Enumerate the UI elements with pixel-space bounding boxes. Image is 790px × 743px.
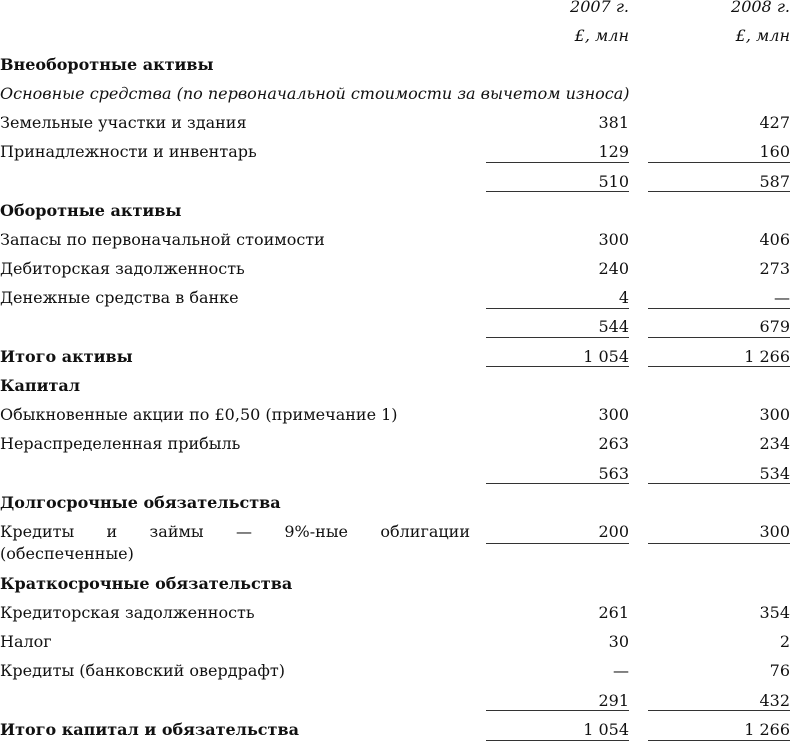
total-rule-line xyxy=(486,191,629,192)
value-2008: 234 xyxy=(759,434,790,453)
table-row xyxy=(0,112,790,134)
subtotal-row xyxy=(0,463,790,485)
value-2008: 300 xyxy=(759,522,790,541)
row-label: Запасы по первоначальной стоимости xyxy=(0,230,325,249)
value-2008: 406 xyxy=(759,230,790,249)
value-2007: 291 xyxy=(598,691,629,710)
table-row xyxy=(0,287,790,309)
row-label: Обыкновенные акции по £0,50 (примечание 1) xyxy=(0,405,398,424)
table-row xyxy=(0,660,790,682)
section-heading: Краткосрочные обязательства xyxy=(0,574,293,593)
unit-2008-header: £, млн xyxy=(735,26,790,45)
value-2007: 381 xyxy=(598,113,629,132)
total-rule-line xyxy=(486,366,629,367)
total-rule-line xyxy=(648,162,790,163)
table-row xyxy=(0,346,790,368)
table-row xyxy=(0,433,790,455)
total-rule-line xyxy=(648,308,790,309)
value-2008: 76 xyxy=(769,661,790,680)
value-2008: 354 xyxy=(759,603,790,622)
table-row xyxy=(0,54,790,76)
total-rule-line xyxy=(486,162,629,163)
value-2008: 587 xyxy=(759,172,790,191)
table-row xyxy=(0,719,790,741)
value-2007: 300 xyxy=(598,405,629,424)
value-2008: 432 xyxy=(759,691,790,710)
row-label: Нераспределенная прибыль xyxy=(0,434,241,453)
row-label: Кредиты (банковский овердрафт) xyxy=(0,661,285,680)
total-rule-line xyxy=(486,483,629,484)
table-row xyxy=(0,492,790,514)
value-2007: 4 xyxy=(618,288,629,307)
row-label: Земельные участки и здания xyxy=(0,113,247,132)
unit-2007-header: £, млн xyxy=(574,26,629,45)
section-heading: Долгосрочные обязательства xyxy=(0,493,281,512)
value-2007: 1 054 xyxy=(583,720,629,739)
value-2007: 261 xyxy=(598,603,629,622)
value-2008: — xyxy=(774,288,790,307)
value-2008: 534 xyxy=(759,464,790,483)
section-heading: Итого активы xyxy=(0,347,133,366)
total-rule-line xyxy=(486,740,629,741)
value-2008: 160 xyxy=(759,142,790,161)
total-rule-line xyxy=(486,543,629,544)
header-units-row xyxy=(0,25,790,47)
table-row xyxy=(0,141,790,163)
total-rule-line xyxy=(486,337,629,338)
value-2007: — xyxy=(613,661,629,680)
table-row xyxy=(0,229,790,251)
row-label: Кредиты и займы — 9%-ные облигации (обеспеченные) xyxy=(0,522,470,563)
row-label: Налог xyxy=(0,632,52,651)
subsection-caption: Основные средства (по первоначальной стоимости за вычетом износа) xyxy=(0,84,630,103)
year-2008-header: 2008 г. xyxy=(731,0,790,16)
value-2008: 300 xyxy=(759,405,790,424)
year-2007-header: 2007 г. xyxy=(570,0,629,16)
row-label: Дебиторская задолженность xyxy=(0,259,245,278)
total-rule-line xyxy=(648,543,790,544)
value-2007: 300 xyxy=(598,230,629,249)
value-2007: 563 xyxy=(598,464,629,483)
value-2008: 427 xyxy=(759,113,790,132)
table-row xyxy=(0,404,790,426)
value-2007: 240 xyxy=(598,259,629,278)
row-label: Денежные средства в банке xyxy=(0,288,239,307)
table-row xyxy=(0,200,790,222)
subtotal-row xyxy=(0,690,790,712)
value-2007: 30 xyxy=(608,632,629,651)
total-rule-line xyxy=(486,308,629,309)
total-rule-line xyxy=(648,740,790,741)
value-2007: 510 xyxy=(598,172,629,191)
row-label: Принадлежности и инвентарь xyxy=(0,142,257,161)
total-rule-line xyxy=(648,337,790,338)
table-row xyxy=(0,258,790,280)
section-heading: Оборотные активы xyxy=(0,201,182,220)
table-row xyxy=(0,375,790,397)
value-2008: 679 xyxy=(759,317,790,336)
table-row xyxy=(0,631,790,653)
value-2007: 544 xyxy=(598,317,629,336)
value-2008: 273 xyxy=(759,259,790,278)
value-2008: 1 266 xyxy=(744,720,790,739)
value-2007: 263 xyxy=(598,434,629,453)
value-2008: 1 266 xyxy=(744,347,790,366)
value-2008: 2 xyxy=(779,632,790,651)
total-rule-line xyxy=(648,191,790,192)
total-rule-line xyxy=(648,483,790,484)
total-rule-line xyxy=(648,710,790,711)
table-row xyxy=(0,573,790,595)
total-rule-line xyxy=(648,366,790,367)
value-2007: 129 xyxy=(598,142,629,161)
value-2007: 200 xyxy=(598,522,629,541)
subtotal-row xyxy=(0,171,790,193)
value-2007: 1 054 xyxy=(583,347,629,366)
table-row xyxy=(0,602,790,624)
section-heading: Итого капитал и обязательства xyxy=(0,720,299,739)
header-years-row xyxy=(0,0,790,18)
subtotal-row xyxy=(0,316,790,338)
section-heading: Капитал xyxy=(0,376,81,395)
table-row xyxy=(0,83,790,105)
section-heading: Внеоборотные активы xyxy=(0,55,214,74)
row-label: Кредиторская задолженность xyxy=(0,603,255,622)
total-rule-line xyxy=(486,710,629,711)
